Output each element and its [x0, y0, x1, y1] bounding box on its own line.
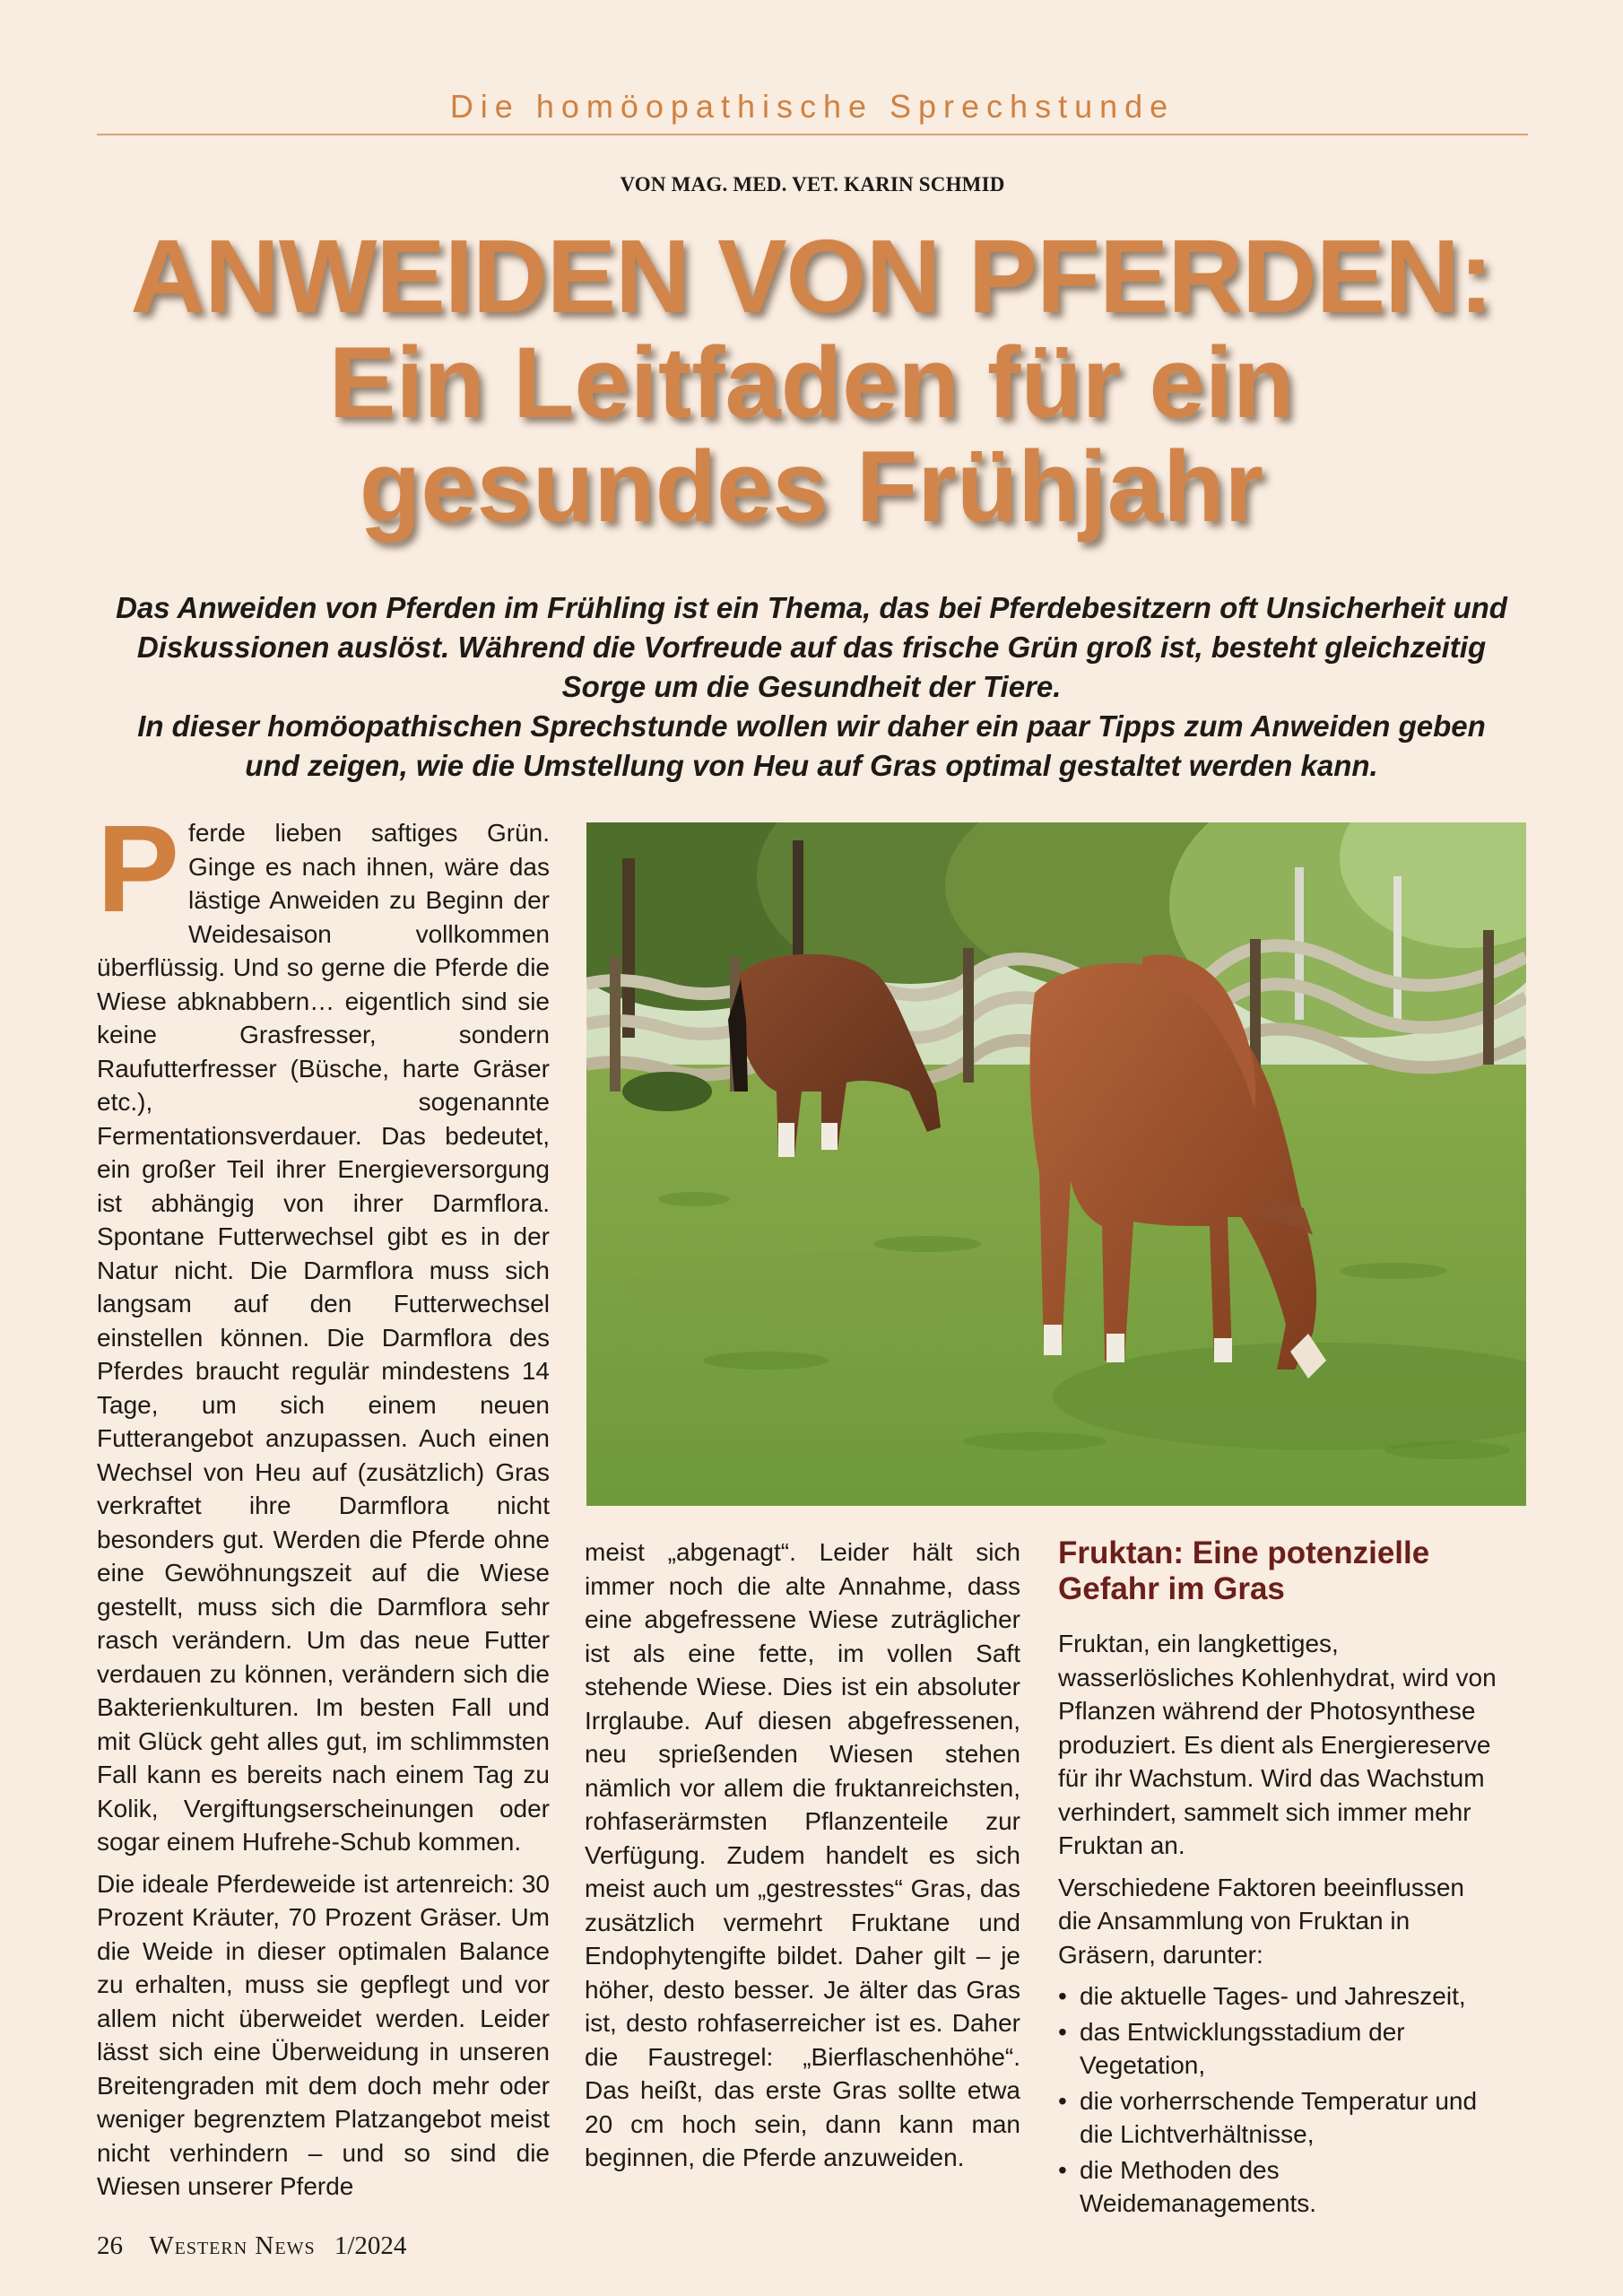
article-headline	[54, 218, 1569, 544]
list-item: • die Methoden des Weidemanagements.	[1058, 2153, 1505, 2221]
photo-illustration	[586, 822, 1526, 1506]
lead-text-2: In dieser homöopathischen Sprechstunde wollen wir daher ein paar Tipps zum Anweiden geben und zeigen, wie die Umstellung von Heu auf Gras optimal gestaltet werden kann.	[137, 709, 1486, 782]
body-paragraph-3: meist „abgenagt“. Leider hält sich immer noch die alte Annahme, dass eine abgefressene Wiese zuträglicher ist als eine fette, im vollen Saft stehende Wiese. Dies ist ein absoluter Irrglaube. Auf diesen abgefressenen, neu sprießenden Wiesen stehen nämlich vor allem die fruktanreichsten, rohfaserärmsten Pflanzenteile zur Verfügung. Zudem handelt es sich meist auch um „gestresstes“ Gras, das zusätzlich vermehrt Fruktane und Endophytengifte bildet. Daher gilt – je höher, desto besser. Je älter das Gras ist, desto rohfaserreicher ist es. Daher die Faustregel: „Bierflaschenhöhe“. Das heißt, das erste Gras sollte etwa 20 cm hoch sein, dann kann man beginnen, die Pferde anzuweiden.	[585, 1538, 1020, 2171]
page-number: 26	[97, 2231, 123, 2260]
sidebar-paragraph-2: Verschiedene Faktoren beeinflussen die Ansammlung von Fruktan in Gräsern, darunter:	[1058, 1873, 1464, 1969]
factor-list	[1058, 1979, 1505, 2221]
headline-line-1: ANWEIDEN VON PFERDEN:	[130, 218, 1493, 335]
headline-line-2: Ein Leitfaden für ein	[328, 326, 1295, 439]
column-2	[585, 1535, 1020, 2183]
horses-grazing-photo	[586, 822, 1526, 1506]
section-title: Die homöopathische Sprechstunde	[449, 88, 1176, 125]
sidebar-column	[1058, 1535, 1505, 2222]
list-item: • das Entwicklungsstadium der Vegetation,	[1058, 2015, 1505, 2083]
column-1	[97, 800, 550, 2212]
sidebar-paragraph-1: Fruktan, ein langkettiges, wasserlösliches Kohlenhydrat, wird von Pflanzen während der Photosynthese produziert. Es dient als Energiereserve für ihr Wachstum. Wird das Wachstum verhindert, sammelt sich immer mehr Fruktan an.	[1058, 1630, 1497, 1859]
body-paragraph-1: ferde lieben saftiges Grün. Ginge es nach ihnen, wäre das lästige Anweiden zu Beginn der Weidesaison vollkommen überflüssig. Und so gerne die Pferde die Wiese abknabbern… eigentlich sind sie keine Grasfresser, sondern Raufutterfresser (Büsche, harte Gräser etc.), sogenannte Fermentationsverdauer. Das bedeutet, ein großer Teil ihrer Energieversorgung ist abhängig von ihrer Darmflora. Spontane Futterwechsel gibt es in der Natur nicht. Die Darmflora muss sich langsam auf den Futterwechsel einstellen können. Die Darmflora des Pferdes braucht regulär mindestens 14 Tage, um sich einem neuen Futterangebot anzupassen. Auch einen Wechsel von Heu auf (zusätzlich) Gras verkraftet ihre Darmflora nicht besonders gut. Werden die Pferde ohne eine Gewöhnungszeit auf die Wiese gestellt, muss sich die Darmflora sehr rasch verändern. Um das neue Futter verdauen zu können, verändern sich die Bakterienkulturen. Im besten Fall und mit Glück geht alles gut, im schlimmsten Fall kann es bereits nach einem Tag zu Kolik, Vergiftungserscheinungen oder sogar einem Hufrehe-Schub kommen.	[97, 819, 550, 1856]
headline-line-3: gesundes Frühjahr	[359, 430, 1264, 544]
issue-number: 1/2024	[334, 2231, 407, 2260]
page-footer	[97, 2231, 406, 2261]
drop-cap: P	[97, 800, 180, 938]
author-byline: VON MAG. MED. VET. KARIN SCHMID	[620, 173, 1005, 196]
list-item: • die vorherrschende Temperatur und die Lichtverhältnisse,	[1058, 2084, 1505, 2152]
header-rule	[97, 134, 1528, 135]
body-paragraph-2: Die ideale Pferdeweide ist artenreich: 30 Prozent Kräuter, 70 Prozent Gräser. Um die Weide in dieser optimalen Balance zu erhalten, muss sie gepflegt und vor allem nicht überweidet werden. Leider lässt sich eine Überweidung in unseren Breitengraden mit dem doch mehr oder weniger begrenztem Platzangebot meist nicht verhindern – und so sind die Wiesen unserer Pferde	[97, 1869, 550, 2200]
sidebar-heading: Fruktan: Eine potenzielle Gefahr im Gras	[1058, 1535, 1430, 1606]
lead-text-1: Das Anweiden von Pferden im Frühling ist ein Thema, das bei Pferdebesitzern oft Unsicherheit und Diskussionen auslöst. Während die Vorfreude auf das frische Grün groß ist, besteht gleichzeitig Sorge um die Gesundheit der Tiere.	[116, 591, 1507, 703]
lead-paragraph	[108, 588, 1515, 786]
magazine-name: Western News	[149, 2231, 316, 2260]
list-item: • die aktuelle Tages- und Jahreszeit,	[1058, 1979, 1505, 2013]
